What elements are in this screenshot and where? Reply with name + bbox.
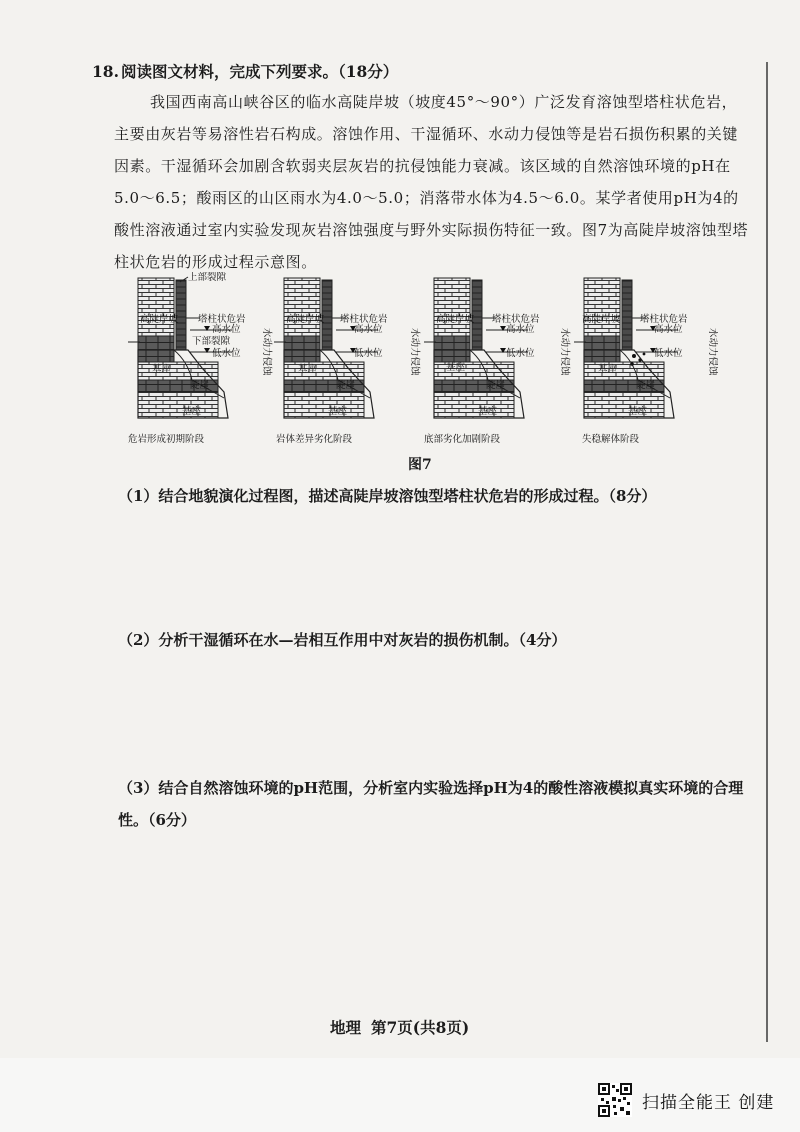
material-passage: 我国西南高山峡谷区的临水高陡岸坡（坡度45°～90°）广泛发育溶蚀型塔柱状危岩，主要由灰岩等易溶性岩石构成。溶蚀作用、干湿循环、水动力侵蚀等是岩石损伤积累的关键因素。干湿循环会加剧含软弱夹层灰岩的抗侵蚀能力衰减。该区域的自然溶蚀环境的pH在5.0～6.5；酸雨区的山区雨水为4.0～5.0；消落带水体为4.5～6.0。某学者使用pH为4的酸性溶液通过室内实验发现灰岩溶蚀强度与野外实际损伤特征一致。图7为高陡岸坡溶蚀型塔柱状危岩的形成过程示意图。 bbox=[114, 93, 749, 271]
label-lower-crack: 下部裂隙 bbox=[192, 336, 231, 347]
question-heading bbox=[92, 60, 398, 82]
svg-text:水动力侵蚀: 水动力侵蚀 bbox=[559, 328, 570, 376]
svg-text:水动力侵蚀: 水动力侵蚀 bbox=[707, 328, 718, 376]
stage-panel-1 bbox=[128, 272, 246, 445]
label-base-lower: 基座 bbox=[478, 406, 498, 417]
subquestion-1: （1）结合地貌演化过程图，描述高陡岸坡溶蚀型塔柱状危岩的形成过程。（8分） bbox=[118, 487, 657, 505]
label-tower-rock: 塔柱状危岩 bbox=[640, 314, 688, 325]
label-high-water: 高水位 bbox=[506, 324, 535, 335]
label-high-water: 高水位 bbox=[654, 324, 683, 335]
label-steep-slope: 高陡岸坡 bbox=[436, 314, 475, 325]
question-number: 18. bbox=[92, 62, 119, 81]
label-tower-rock: 塔柱状危岩 bbox=[492, 314, 540, 325]
label-tower-rock: 塔柱状危岩 bbox=[340, 314, 388, 325]
label-steep-cliff: 陡崖 bbox=[190, 380, 210, 391]
label-steep-slope: 高陡岸坡 bbox=[286, 314, 325, 325]
subquestion-2: （2）分析干湿循环在水—岩相互作用中对灰岩的损伤机制。（4分） bbox=[118, 631, 567, 649]
label-high-water: 高水位 bbox=[212, 324, 241, 335]
figure-7 bbox=[128, 272, 718, 448]
page-footer bbox=[330, 1016, 469, 1038]
label-steep-slope: 高陡岸坡 bbox=[582, 314, 621, 325]
label-steep-cliff: 陡崖 bbox=[636, 380, 656, 391]
label-steep-cliff: 陡崖 bbox=[336, 380, 356, 391]
subquestion-3: （3）结合自然溶蚀环境的pH范围，分析室内实验选择pH为4的酸性溶液模拟真实环境的合理性。（6分） bbox=[118, 779, 744, 829]
label-base-lower: 基座 bbox=[182, 406, 202, 417]
label-steep-cliff: 陡崖 bbox=[486, 380, 506, 391]
margin-line bbox=[766, 62, 768, 1042]
label-low-water: 低水位 bbox=[506, 348, 535, 359]
page-number: 第7页(共8页) bbox=[371, 1018, 470, 1037]
stage-3-caption: 底部劣化加剧阶段 bbox=[424, 434, 501, 445]
label-low-water: 低水位 bbox=[654, 348, 683, 359]
label-low-water: 低水位 bbox=[354, 348, 383, 359]
stage-1-caption: 危岩形成初期阶段 bbox=[128, 434, 205, 445]
stage-panel-3 bbox=[424, 278, 540, 445]
stage-panel-2 bbox=[274, 278, 388, 445]
figure-caption: 图7 bbox=[408, 457, 432, 473]
label-steep-slope: 高陡岸坡 bbox=[140, 314, 179, 325]
svg-text:水动力侵蚀: 水动力侵蚀 bbox=[261, 328, 272, 376]
label-base-upper: 基座 bbox=[298, 364, 318, 375]
label-low-water: 低水位 bbox=[212, 348, 241, 359]
label-tower-rock: 塔柱状危岩 bbox=[198, 314, 246, 325]
label-high-water: 高水位 bbox=[354, 324, 383, 335]
question-title: 阅读图文材料，完成下列要求。（18分） bbox=[120, 62, 399, 81]
stage-2-caption: 岩体差异劣化阶段 bbox=[276, 434, 353, 445]
label-base-lower: 基座 bbox=[328, 406, 348, 417]
label-base-upper: 基座 bbox=[446, 362, 466, 373]
subject-name: 地理 bbox=[330, 1018, 362, 1037]
stage-panel-4 bbox=[574, 278, 688, 445]
scanner-watermark: 扫描全能王 创建 bbox=[642, 1093, 775, 1113]
label-base-upper: 基座 bbox=[152, 364, 172, 375]
stage-4-caption: 失稳解体阶段 bbox=[582, 434, 640, 445]
label-base-lower: 基座 bbox=[628, 406, 648, 417]
label-upper-crack: 上部裂隙 bbox=[188, 272, 227, 283]
svg-text:水动力侵蚀: 水动力侵蚀 bbox=[409, 328, 420, 376]
label-base-upper: 基座 bbox=[598, 364, 618, 375]
qr-code-icon bbox=[598, 1083, 632, 1117]
